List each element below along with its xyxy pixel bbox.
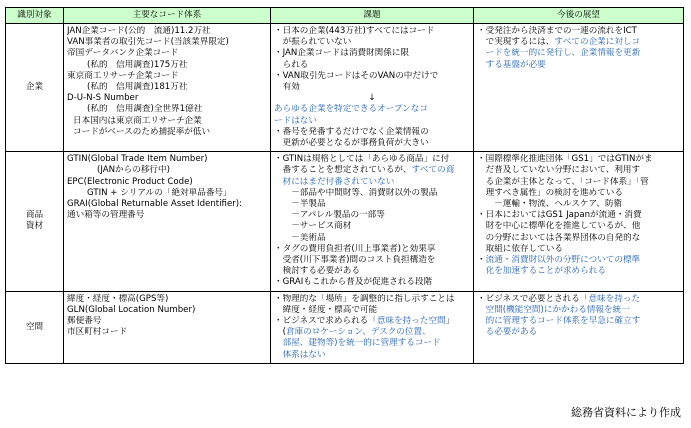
- line: [477, 177, 680, 188]
- text-segment: ・: [477, 255, 486, 266]
- header-codes: 主要なコード体系: [64, 8, 271, 24]
- codes-cell: [64, 152, 271, 291]
- line: [274, 233, 470, 244]
- line: D-U-N-S Number: [67, 93, 139, 104]
- line: [477, 316, 680, 327]
- target-label: [6, 291, 64, 363]
- line: [477, 26, 680, 37]
- text-segment: 空間(機能空間)にかかわる情報を統一: [477, 304, 630, 315]
- text-segment: だ普及していない分野において、利用す: [477, 165, 641, 176]
- line: VAN事業者の取引先コード(当該業界限定): [67, 37, 229, 48]
- text-segment: 理すべき属性」の検討を進めている: [477, 187, 623, 198]
- text-segment: ・日本においてはGS1 Japanが流通・消費: [477, 210, 642, 221]
- text-segment: 部屋、建物等)を統一的に管理するコード: [274, 338, 441, 349]
- text-segment: －運輸・物流、ヘルスケア、防衛: [477, 199, 623, 210]
- target-label: [6, 152, 64, 291]
- line: 日本国内は東京商工リサーチ企業: [73, 115, 202, 126]
- line: ↓: [368, 93, 376, 104]
- line: [477, 294, 680, 305]
- line: 緯度・経度・標高(GPS等): [67, 293, 169, 304]
- text-segment: 流通・消費財以外の分野についての標準: [485, 255, 641, 266]
- line: GTIN + シリアルの「絶対単品番号」: [87, 187, 232, 198]
- text-segment: すべての商: [411, 165, 455, 176]
- line: [477, 188, 680, 199]
- line: [274, 210, 470, 221]
- text-segment: る必要がある: [477, 327, 538, 338]
- line: [274, 327, 470, 338]
- text-segment: 番することを想定されているが、: [274, 165, 412, 176]
- line: GTIN(Global Trade Item Number): [67, 154, 208, 165]
- line: [274, 244, 470, 255]
- line: [477, 233, 680, 244]
- line: EPC(Electronic Product Code): [67, 176, 193, 187]
- line: が振られていない: [274, 37, 352, 48]
- line: ・番号を発番するだけでなく企業情報の: [274, 126, 429, 137]
- row-space: [6, 291, 684, 363]
- outlook-cell: [474, 24, 684, 152]
- text-segment: 体系はない: [274, 349, 326, 360]
- text-segment: 的に管理するコード体系を早急に確立す: [477, 316, 641, 327]
- line: [274, 165, 470, 176]
- line: (私的 信用調査)全世界1億社: [87, 104, 203, 115]
- line: ・JAN企業コードは消費財関係に限: [274, 48, 410, 59]
- text-segment: －部品や中間財等、消費財以外の製品: [274, 187, 438, 198]
- line: [477, 266, 680, 277]
- text-segment: ・ビジネスで必要とされる「: [477, 293, 589, 304]
- line: [274, 316, 470, 327]
- line: [274, 154, 470, 165]
- row-company: [6, 24, 684, 152]
- text-segment: の分野においては各業界団体の自発的な: [477, 232, 641, 243]
- text-segment: －半製品: [274, 199, 326, 210]
- line: ードはない: [274, 115, 317, 126]
- line: [477, 221, 680, 232]
- header-row: [6, 8, 684, 24]
- text-segment: (: [274, 327, 286, 338]
- line: ・VAN取引先コードはそのVANの中だけで: [274, 70, 439, 81]
- text-segment: 受者(川下事業者)間のコスト負担構造を: [274, 255, 436, 266]
- line: [274, 221, 470, 232]
- text-segment: 意味を持った: [588, 293, 641, 304]
- text-segment: すべての企業に対しコ: [554, 37, 641, 48]
- header-target: 識別対象: [6, 8, 64, 24]
- issues-cell: [271, 291, 474, 363]
- target-label-text: 商品: [25, 210, 44, 221]
- text-segment: ・タグの費用負担者(川上事業者)と効果享: [274, 243, 436, 254]
- line: [477, 327, 680, 338]
- line: [274, 277, 470, 288]
- line: [274, 350, 470, 361]
- line: コードがベースのため捕捉率が低い: [73, 126, 211, 137]
- line: [274, 255, 470, 266]
- line: [477, 210, 680, 221]
- codes-cell: [64, 291, 271, 363]
- issues-cell: [271, 152, 474, 291]
- header-issues: 課題: [271, 8, 474, 24]
- line: [274, 294, 470, 305]
- line: JAN企業コード(公的 流通)11.2万社: [67, 26, 211, 36]
- text-segment: 取組に依存している: [477, 243, 563, 254]
- codes-cell: [64, 24, 271, 152]
- line: [477, 154, 680, 165]
- line: [477, 244, 680, 255]
- target-label-text: 企業: [25, 82, 44, 93]
- line: [274, 305, 470, 316]
- line: [477, 37, 680, 48]
- line: [477, 60, 680, 71]
- text-segment: 意味を持った空間: [376, 316, 446, 327]
- text-segment: ・受発注から決済までの一連の流れをICT: [477, 26, 637, 36]
- line: 帝国データバンク企業コード: [67, 48, 179, 59]
- line: [477, 305, 680, 316]
- line: [477, 255, 680, 266]
- text-segment: ・ビジネスで求められる「: [274, 316, 377, 327]
- text-segment: 倉庫のロケーション、デスクの位置、: [285, 327, 431, 338]
- text-segment: で実現するには、: [477, 37, 555, 48]
- code-system-table: [5, 7, 684, 364]
- line: [477, 48, 680, 59]
- line: 市区町村コード: [67, 327, 128, 338]
- line: 有効: [274, 82, 300, 93]
- line: (私的 信用調査)181万社: [87, 82, 188, 93]
- text-segment: する基盤が必要: [477, 59, 546, 70]
- text-segment: －アパレル製品の一部等: [274, 210, 385, 221]
- text-segment: 化を加速することが求められる: [477, 266, 606, 277]
- line: [274, 266, 470, 277]
- text-segment: －サービス商材: [274, 221, 352, 232]
- text-segment: 材にはまだ付番されていない: [274, 176, 395, 187]
- line: ・日本の企業(443万社)すべてにはコード: [274, 26, 435, 36]
- line: 郵便番号: [67, 316, 102, 327]
- text-segment: 財を中心に標準化を推進しているが、他: [477, 221, 641, 232]
- line: [477, 199, 680, 210]
- text-segment: る企業が主体となって、「コード体系」「管: [477, 176, 649, 187]
- target-label-text: 資材: [25, 221, 44, 232]
- source-note: 総務省資料により作成: [571, 406, 681, 419]
- line: (私的 信用調査)175万社: [87, 59, 188, 70]
- line: [274, 188, 470, 199]
- issues-cell: [271, 24, 474, 152]
- line: [274, 177, 470, 188]
- text-segment: ・国際標準化推進団体「GS1」ではGTINがま: [477, 154, 653, 165]
- line: 東京商工リサーチ企業コード: [67, 70, 179, 81]
- text-segment: ・GTINは規格としては「あらゆる商品」に付: [274, 154, 450, 165]
- outlook-cell: [474, 152, 684, 291]
- target-label: [6, 24, 64, 152]
- line: あらゆる企業を特定できるオープンなコ: [274, 104, 428, 115]
- text-segment: ードを統一的に発行し、企業情報を更新: [477, 48, 641, 59]
- text-segment: 」: [445, 316, 455, 327]
- target-label-text: 空間: [25, 321, 44, 332]
- row-product: [6, 152, 684, 291]
- line: [274, 338, 470, 349]
- line: られる: [274, 59, 309, 70]
- line: [274, 199, 470, 210]
- line: 通い箱等の管理番号: [67, 210, 145, 221]
- header-outlook: 今後の展望: [474, 8, 684, 24]
- text-segment: ・GRAIもこれから普及が促進される段階: [274, 277, 433, 288]
- text-segment: －美術品: [274, 232, 326, 243]
- line: GLN(Global Location Number): [67, 304, 196, 315]
- text-segment: 緯度・経度・標高で可能: [274, 304, 378, 315]
- line: (JANからの移行中): [97, 165, 170, 176]
- line: [477, 165, 680, 176]
- text-segment: 検討する必要がある: [274, 266, 360, 277]
- line: GRAI(Global Returnable Asset Identifier):: [67, 199, 243, 210]
- outlook-cell: [474, 291, 684, 363]
- text-segment: ・物理的な「場所」を調整的に指し示すことは: [274, 293, 455, 304]
- line: 更新が必要となるが事務負荷が大きい: [274, 138, 429, 149]
